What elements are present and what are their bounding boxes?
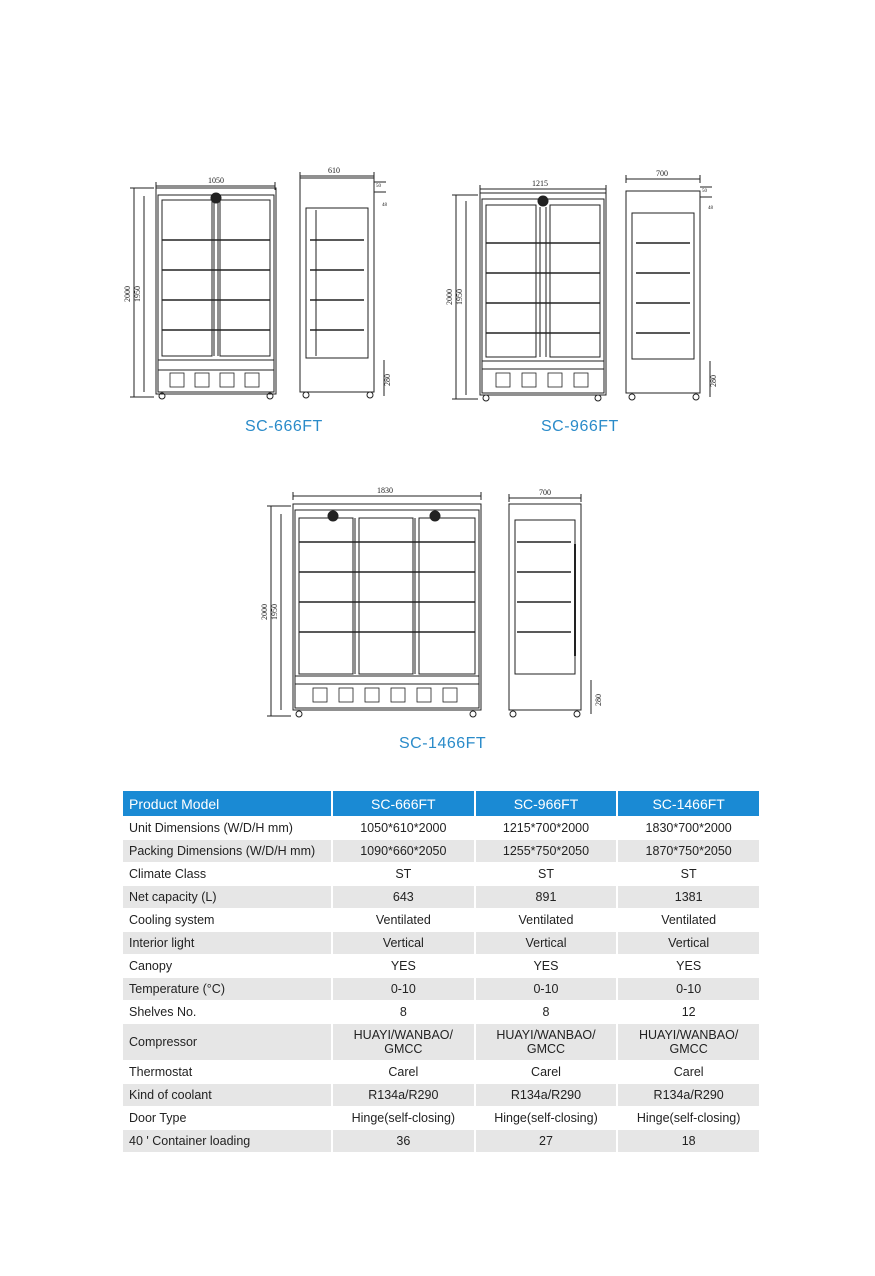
row-label: Shelves No. (123, 1001, 333, 1023)
dim-height-inner: 1950 (133, 286, 142, 302)
row-label: Unit Dimensions (W/D/H mm) (123, 817, 333, 839)
table-cell: Ventilated (661, 913, 717, 927)
table-cell: 643 (333, 886, 476, 908)
row-label: Net capacity (L) (123, 886, 333, 908)
row-label: Packing Dimensions (W/D/H mm) (123, 840, 333, 862)
table-row (123, 932, 759, 954)
drawing-sc-1466ft (255, 480, 615, 725)
table-cell: 1215*700*2000 (476, 817, 619, 839)
table-cell: Hinge(self-closing) (636, 1111, 741, 1125)
table-cell: HUAYI/WANBAO/ GMCC (476, 1024, 619, 1060)
table-cell: ST (333, 863, 476, 885)
table-row (123, 909, 759, 931)
table-cell: 1050*610*2000 (333, 817, 476, 839)
row-label: Canopy (123, 955, 333, 977)
table-cell: 8 (476, 1001, 619, 1023)
table-cell: 36 (333, 1130, 476, 1152)
table-cell: HUAYI/WANBAO/ GMCC (618, 1024, 759, 1060)
drawing-sc-666ft (120, 160, 400, 405)
dim-gap: 48 (382, 203, 387, 208)
model-caption-sc-666ft: SC-666FT (245, 418, 323, 435)
table-cell: ST (476, 863, 619, 885)
table-cell: 1870*750*2050 (618, 840, 759, 862)
table-row (123, 955, 759, 977)
table-row (123, 817, 759, 839)
table-cell: Hinge(self-closing) (333, 1107, 476, 1129)
table-cell: Vertical (618, 932, 759, 954)
dim-height-outer: 2000 (123, 286, 132, 302)
row-label: Compressor (123, 1024, 333, 1060)
table-cell: 1381 (618, 886, 759, 908)
dim-base: 280 (709, 375, 718, 387)
row-label: 40 ' Container loading (123, 1130, 333, 1152)
table-cell: 891 (476, 886, 619, 908)
dim-width: 1050 (208, 176, 224, 185)
spec-table (123, 790, 759, 1153)
table-row (123, 886, 759, 908)
row-label: Kind of coolant (123, 1084, 333, 1106)
row-label: Interior light (123, 932, 333, 954)
table-row (123, 863, 759, 885)
table-row (123, 1107, 759, 1129)
dim-depth: 700 (539, 488, 551, 497)
header-model-3: SC-1466FT (618, 791, 759, 816)
row-label: Temperature (°C) (123, 978, 333, 1000)
table-cell: R134a/R290 (618, 1084, 759, 1106)
dim-gap: 48 (708, 206, 713, 211)
table-cell: YES (676, 959, 702, 973)
table-cell: 0-10 (333, 978, 476, 1000)
table-cell: Carel (333, 1061, 476, 1083)
table-cell: 0-10 (476, 978, 619, 1000)
table-cell: 1255*750*2050 (476, 840, 619, 862)
table-cell: Vertical (333, 932, 476, 954)
dim-width: 1830 (377, 486, 393, 495)
dim-depth: 610 (328, 166, 340, 175)
table-cell: ST (680, 867, 697, 881)
table-cell: 18 (618, 1130, 759, 1152)
model-caption-sc-1466ft: SC-1466FT (399, 735, 487, 752)
table-cell: 8 (333, 1001, 476, 1023)
header-model-2: SC-966FT (476, 791, 619, 816)
table-row (123, 1084, 759, 1106)
row-label: Cooling system (123, 909, 333, 931)
dim-depth: 700 (656, 169, 668, 178)
table-row (123, 1001, 759, 1023)
header-product-model: Product Model (123, 791, 333, 816)
table-cell: Vertical (476, 932, 619, 954)
dim-canopy: 50 (376, 184, 381, 189)
table-cell: 0-10 (618, 978, 759, 1000)
table-cell: Carel (476, 1061, 619, 1083)
table-cell: 1830*700*2000 (645, 821, 732, 835)
table-cell: R134a/R290 (476, 1084, 619, 1106)
table-cell: Ventilated (333, 909, 476, 931)
table-cell: YES (476, 955, 619, 977)
table-row (123, 978, 759, 1000)
table-cell: R134a/R290 (333, 1084, 476, 1106)
dim-height-inner: 1950 (455, 289, 464, 305)
dim-height-inner: 1950 (270, 604, 279, 620)
table-cell: YES (333, 955, 476, 977)
table-cell: Hinge(self-closing) (476, 1107, 619, 1129)
table-cell: 1090*660*2050 (333, 840, 476, 862)
row-label: Door Type (123, 1107, 333, 1129)
table-row (123, 840, 759, 862)
table-row (123, 1024, 759, 1060)
model-caption-sc-966ft: SC-966FT (541, 418, 619, 435)
drawing-sc-966ft (440, 165, 720, 405)
dim-width: 1215 (532, 179, 548, 188)
dim-base: 280 (594, 694, 603, 706)
row-label: Thermostat (123, 1061, 333, 1083)
row-label: Climate Class (123, 863, 333, 885)
table-cell: 12 (681, 1005, 696, 1019)
dim-height-outer: 2000 (260, 604, 269, 620)
table-row (123, 1130, 759, 1152)
table-cell: Carel (673, 1065, 704, 1079)
table-cell: HUAYI/WANBAO/ GMCC (333, 1024, 476, 1060)
dim-canopy: 50 (702, 189, 707, 194)
table-row (123, 1061, 759, 1083)
dim-base: 280 (383, 374, 392, 386)
table-header-row (123, 791, 759, 816)
table-cell: Ventilated (476, 909, 619, 931)
table-cell: 27 (476, 1130, 619, 1152)
dim-height-outer: 2000 (445, 289, 454, 305)
header-model-1: SC-666FT (333, 791, 476, 816)
